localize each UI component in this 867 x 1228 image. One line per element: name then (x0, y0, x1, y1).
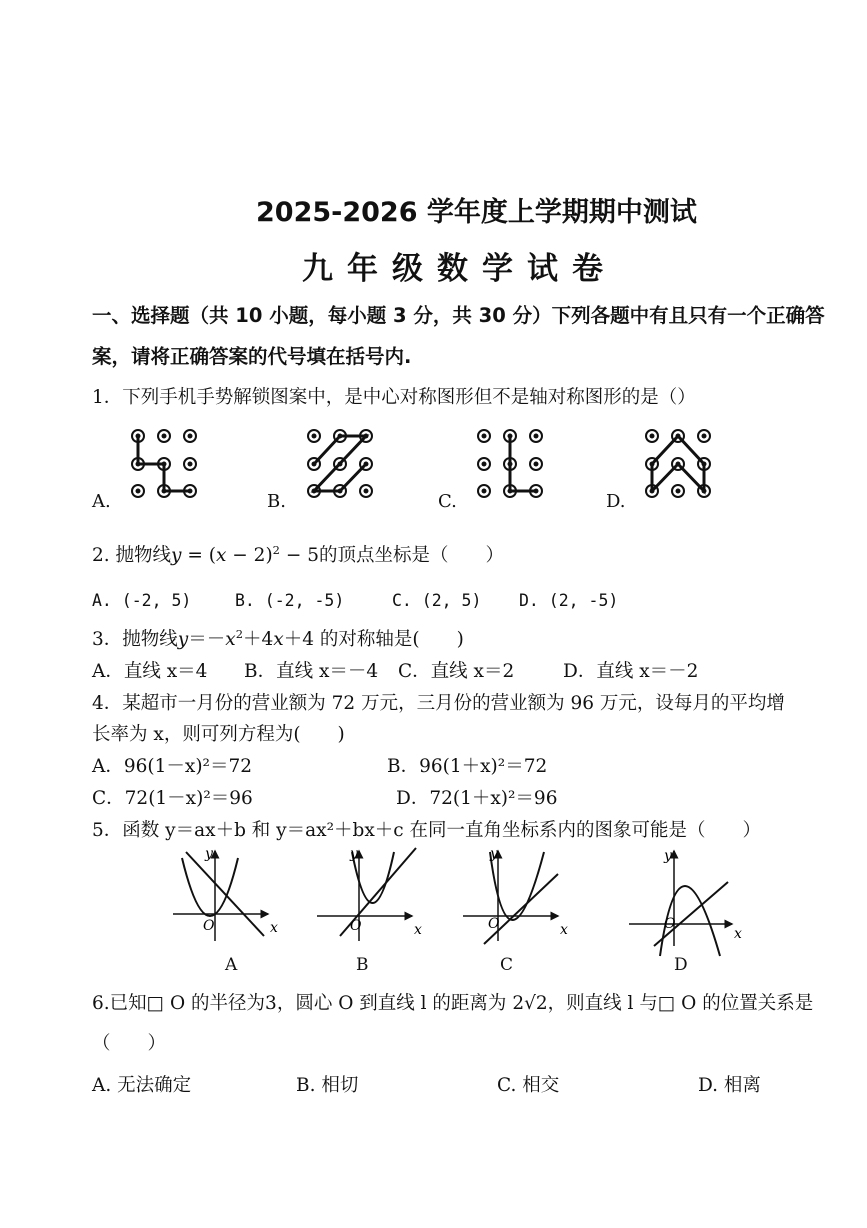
q6-option-d: D. 相离 (698, 1075, 761, 1096)
q5-graph-d-y-label: y (664, 848, 672, 864)
q5-graph-b-label: B (356, 955, 369, 975)
q6-option-b: B. 相切 (296, 1075, 359, 1096)
q2-option-a: A. (-2, 5) (92, 591, 192, 610)
q4-option-a: A．96(1－x)²＝72 (92, 756, 252, 777)
section-heading-line1: 一、选择题（共 10 小题，每小题 3 分，共 30 分）下列各题中有且只有一个正确答 (92, 304, 825, 327)
exam-subtitle: 九年级数学试卷 (302, 251, 617, 287)
q5-graph-b (312, 846, 422, 946)
q5-graph-d-label: D (674, 955, 688, 975)
q2-stem (92, 541, 504, 567)
q2-option-c: C. (2, 5) (392, 591, 482, 610)
q5-graph-b-origin: O (350, 918, 362, 934)
q3-option-b: B．直线 x＝－4 (244, 661, 379, 682)
q1-option-d-label: D. (606, 491, 626, 512)
q5-graph-a-y-label: y (205, 846, 213, 862)
q5-graph-c-origin: O (488, 916, 500, 932)
q1-option-c-label: C. (438, 491, 457, 512)
q6-option-a: A. 无法确定 (92, 1075, 192, 1096)
q4-option-b: B．96(1＋x)²＝72 (387, 756, 548, 777)
unlock-pattern-d (638, 424, 718, 500)
q6-option-c: C. 相交 (497, 1075, 560, 1096)
q6-stem-line2: （ ） (92, 1033, 167, 1054)
q2-option-d: D. (2, -5) (519, 591, 619, 610)
q2-prefix: 2. 抛物线 (92, 545, 172, 566)
q3-option-a: A．直线 x＝4 (92, 661, 208, 682)
q5-graph-a-x-label: x (270, 920, 278, 936)
q1-option-b-label: B. (267, 491, 286, 512)
q5-graph-c (458, 846, 568, 946)
q5-graph-a-label: A (225, 955, 238, 975)
q1-option-a-label: A. (92, 491, 111, 512)
q3-option-c: C．直线 x＝2 (398, 661, 515, 682)
q5-graph-c-x-label: x (560, 922, 568, 938)
q3-stem (92, 625, 464, 651)
q5-graph-c-label: C (500, 955, 514, 975)
q3-prefix: 3．抛物线 (92, 629, 178, 650)
q5-graph-d (624, 846, 744, 956)
exam-title: 2025-2026 学年度上学期期中测试 (256, 197, 697, 228)
q4-option-d: D．72(1＋x)²＝96 (396, 788, 558, 809)
q2-suffix: 的顶点坐标是（ ） (319, 545, 505, 566)
q2-option-b: B. (-2, -5) (235, 591, 345, 610)
q5-graph-c-y-label: y (490, 846, 498, 862)
q5-graph-a (168, 846, 278, 946)
q3-option-d: D．直线 x＝－2 (563, 661, 699, 682)
section-heading-line2: 案，请将正确答案的代号填在括号内. (92, 345, 412, 368)
q3-formula: $y=-x^2+4x+4$ (177, 626, 320, 650)
q4-stem-line2: 长率为 x，则可列方程为( ) (92, 724, 345, 745)
unlock-pattern-b (300, 424, 380, 500)
q4-stem-line1: 4．某超市一月份的营业额为 72 万元，三月份的营业额为 96 万元，设每月的平均增 (92, 693, 785, 714)
q1-stem: 1．下列手机手势解锁图案中，是中心对称图形但不是轴对称图形的是（） (92, 387, 696, 408)
q6-stem-line1: 6.已知□ O 的半径为3，圆心 O 到直线 l 的距离为 2√2，则直线 l 与□ O 的位置关系是 (92, 993, 814, 1014)
q2-formula: $y = (x - 2)^2 - 5$ (171, 542, 320, 566)
unlock-pattern-a (124, 424, 204, 500)
q5-graph-d-x-label: x (734, 926, 742, 942)
unlock-pattern-c (470, 424, 550, 500)
q5-graph-b-y-label: y (350, 846, 358, 862)
q5-graph-b-x-label: x (414, 922, 422, 938)
q5-graph-d-origin: O (664, 916, 676, 932)
q3-suffix: 的对称轴是( ) (319, 629, 464, 650)
q5-graph-a-origin: O (203, 918, 215, 934)
q4-option-c: C．72(1－x)²＝96 (92, 788, 253, 809)
q5-stem: 5．函数 y＝ax＋b 和 y＝ax²＋bx＋c 在同一直角坐标系内的图象可能是（ ） (92, 820, 762, 841)
